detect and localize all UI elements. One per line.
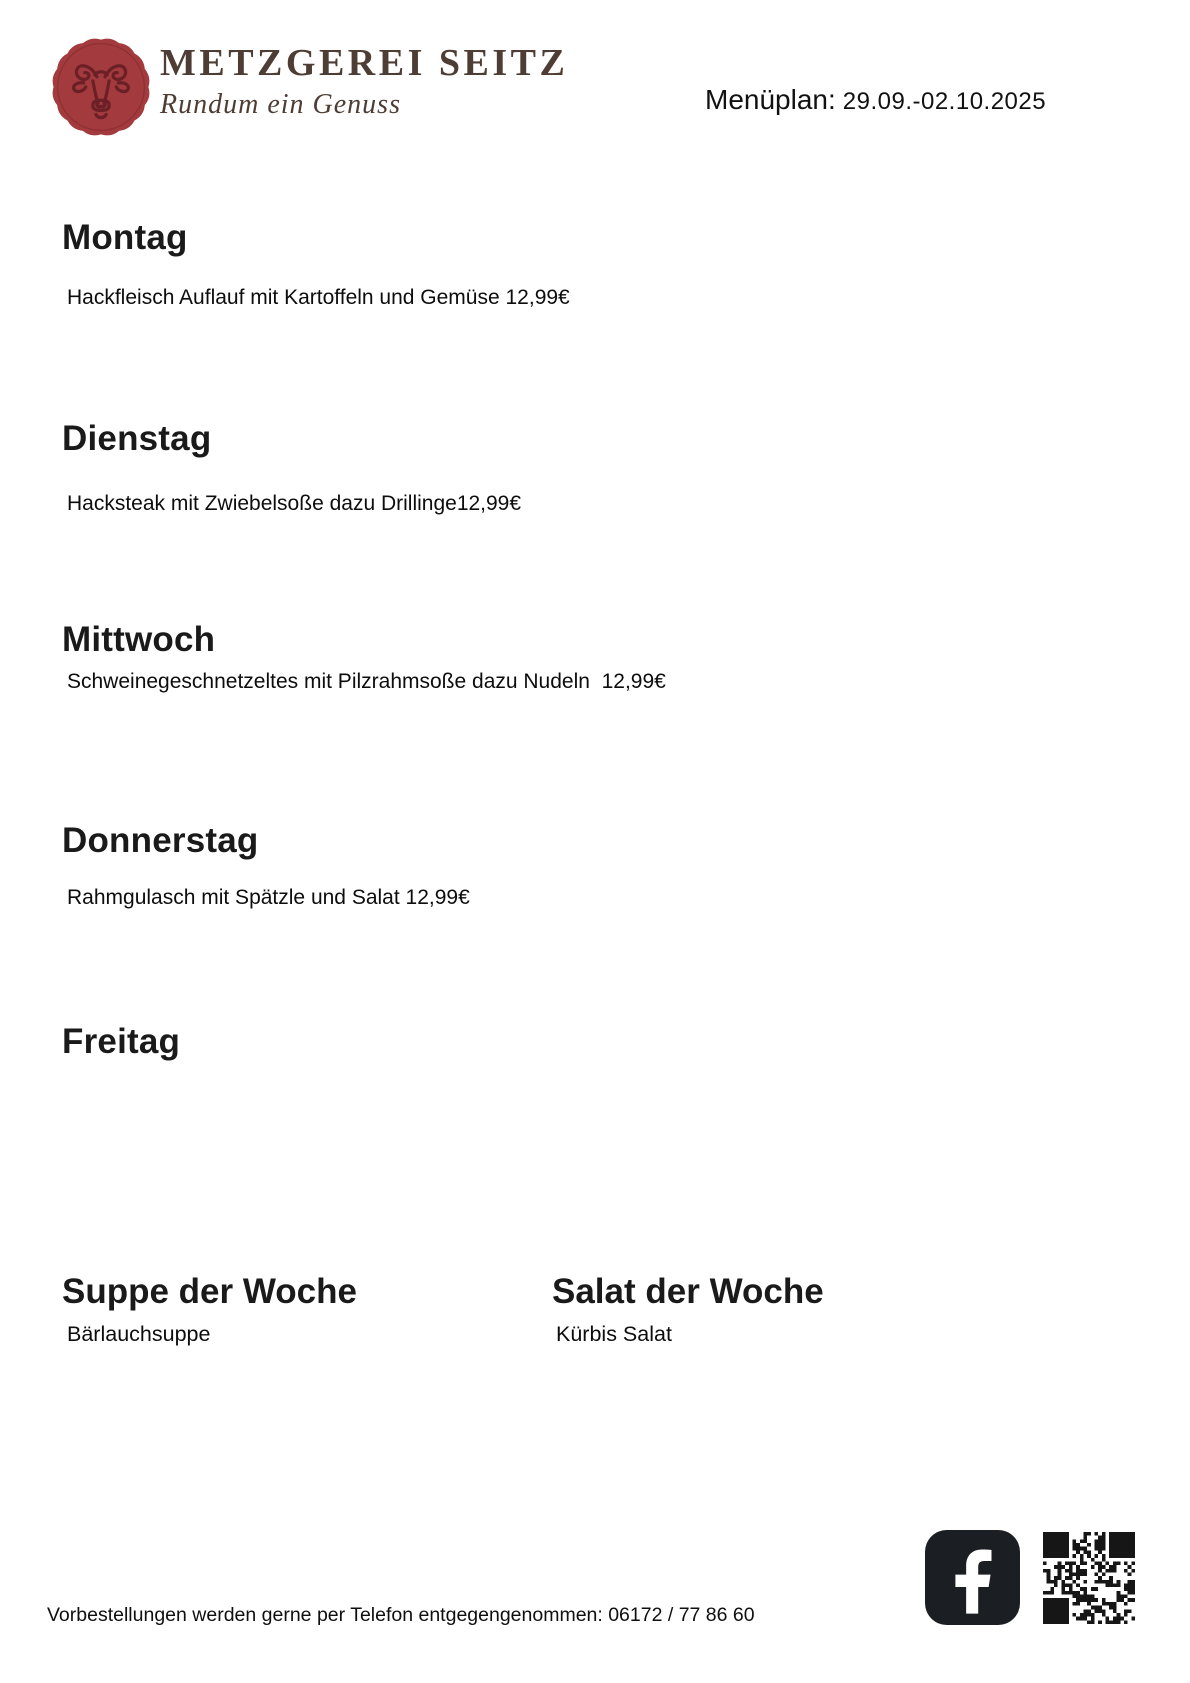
day-heading-freitag: Freitag	[62, 1022, 181, 1061]
footer-note: Vorbestellungen werden gerne per Telefon entgegengenommen: 06172 / 77 86 60	[47, 1604, 755, 1626]
weekly-item-salat: Kürbis Salat	[556, 1322, 672, 1346]
day-heading-mittwoch: Mittwoch	[62, 620, 216, 659]
menuplan-dates: 29.09.-02.10.2025	[842, 88, 1047, 115]
dish-montag: Hackfleisch Auflauf mit Kartoffeln und Gemüse 12,99€	[67, 286, 570, 309]
day-heading-dienstag: Dienstag	[62, 419, 212, 458]
day-heading-donnerstag: Donnerstag	[62, 821, 259, 860]
brand-tagline: Rundum ein Genuss	[160, 89, 401, 120]
dish-dienstag: Hacksteak mit Zwiebelsoße dazu Drillinge12,99€	[67, 492, 522, 515]
qr-code	[1043, 1532, 1135, 1624]
weekly-heading-suppe: Suppe der Woche	[62, 1272, 357, 1311]
facebook-f-icon[interactable]	[925, 1530, 1020, 1625]
brand-name: METZGEREI SEITZ	[160, 42, 569, 84]
menuplan-label: Menüplan:	[705, 84, 836, 115]
bull-wax-seal-icon	[50, 36, 152, 138]
seal-scallop-shape	[53, 39, 150, 136]
dish-mittwoch: Schweinegeschnetzeltes mit Pilzrahmsoße dazu Nudeln 12,99€	[67, 670, 666, 693]
brand-block	[160, 44, 568, 119]
dish-donnerstag: Rahmgulasch mit Spätzle und Salat 12,99€	[67, 886, 470, 909]
weekly-heading-salat: Salat der Woche	[552, 1272, 824, 1311]
day-heading-montag: Montag	[62, 218, 188, 257]
weekly-item-suppe: Bärlauchsuppe	[67, 1322, 211, 1346]
menuplan-header	[705, 84, 1046, 116]
